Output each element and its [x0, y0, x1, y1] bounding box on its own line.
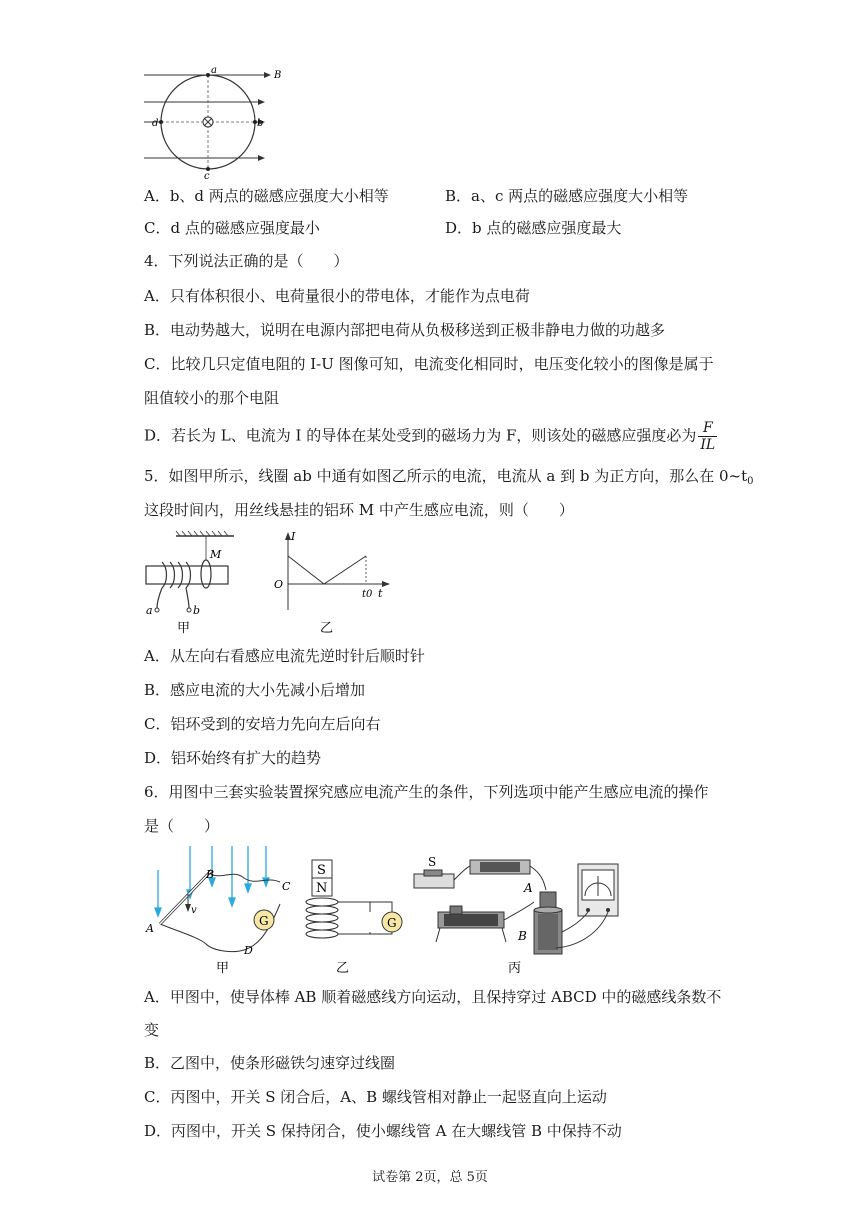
- q6-option-a[interactable]: A．甲图中，使导体棒 AB 顺着磁感线方向运动，且保持穿过 ABCD 中的磁感线条数不: [144, 988, 722, 1006]
- label-G-yi: G: [387, 916, 397, 930]
- label-D: D: [244, 944, 253, 957]
- label-yi: 乙: [320, 621, 334, 636]
- label-A-coil: A: [524, 881, 533, 895]
- label-t0: t0: [362, 589, 373, 600]
- q5-stem-line1: 5．如图甲所示，线圈 ab 中通有如图乙所示的电流，电流从 a 到 b 为正方向，那么在 $0\sim t_0$: [144, 467, 754, 487]
- q6-option-a-cont: 变: [144, 1021, 160, 1039]
- q4-option-d[interactable]: [144, 420, 717, 453]
- q6-figure-bing: [410, 852, 630, 978]
- label-v: v: [191, 905, 197, 916]
- page-footer: 试卷第 2页，总 5页: [372, 1170, 488, 1185]
- label-O: O: [274, 578, 284, 591]
- label-d: d: [152, 118, 159, 129]
- label-A: A: [146, 922, 154, 935]
- q3-option-b[interactable]: B．a、c 两点的磁感应强度大小相等: [445, 187, 689, 205]
- q5-option-d[interactable]: D．铝环始终有扩大的趋势: [144, 749, 322, 767]
- label-I: I: [291, 530, 296, 543]
- label-jia: 甲: [177, 621, 191, 636]
- label-a: a: [146, 604, 153, 617]
- q4-fraction: $\frac{F}{IL}$: [700, 420, 716, 453]
- q6-figure-jia: [140, 842, 300, 977]
- q4-stem: 4．下列说法正确的是（ ）: [144, 252, 349, 270]
- label-G-jia: G: [259, 914, 269, 928]
- label-jia: 甲: [216, 961, 230, 976]
- label-C: C: [282, 880, 291, 893]
- label-M: M: [210, 548, 222, 561]
- label-N: N: [316, 881, 328, 896]
- q4-option-b[interactable]: B．电动势越大，说明在电源内部把电荷从负极移送到正极非静电力做的功越多: [144, 321, 666, 339]
- label-B-coil: B: [518, 929, 527, 943]
- label-S: S: [317, 863, 326, 878]
- label-bing: 丙: [508, 961, 522, 976]
- q6-option-c[interactable]: C．丙图中，开关 S 闭合后，A、B 螺线管相对静止一起竖直向上运动: [144, 1088, 607, 1106]
- q6-stem-line2: 是（ ）: [144, 817, 220, 835]
- label-a: a: [211, 65, 217, 76]
- label-yi: 乙: [336, 961, 350, 976]
- q3-option-d[interactable]: D．b 点的磁感应强度最大: [445, 219, 622, 237]
- q4-option-c-cont: 阻值较小的那个电阻: [144, 389, 280, 407]
- q5-figure-yi: [268, 528, 398, 638]
- q5-stem-line2: 这段时间内，用丝线悬挂的铝环 M 中产生感应电流，则（ ）: [144, 501, 574, 519]
- q5-figure-jia: [140, 528, 240, 638]
- q3-figure: [140, 62, 290, 180]
- label-b: b: [193, 604, 201, 617]
- q3-option-c[interactable]: C．d 点的磁感应强度最小: [144, 219, 320, 237]
- label-b: b: [257, 118, 264, 129]
- q5-option-c[interactable]: C．铝环受到的安培力先向左后向右: [144, 715, 381, 733]
- label-S-switch: S: [428, 855, 437, 869]
- q4-option-a[interactable]: A．只有体积很小、电荷量很小的带电体，才能作为点电荷: [144, 287, 530, 305]
- q4-option-c[interactable]: C．比较几只定值电阻的 I-U 图像可知，电流变化相同时，电压变化较小的图像是属于: [144, 355, 714, 373]
- q5-option-b[interactable]: B．感应电流的大小先减小后增加: [144, 681, 366, 699]
- label-t: t: [378, 587, 383, 600]
- q5-option-a[interactable]: A．从左向右看感应电流先逆时针后顺时针: [144, 647, 425, 665]
- q6-figure-yi: [300, 856, 410, 976]
- label-B: B: [274, 70, 282, 81]
- label-c: c: [204, 171, 210, 180]
- q6-stem-line1: 6．用图中三套实验装置探究感应电流产生的条件，下列选项中能产生感应电流的操作: [144, 783, 709, 801]
- q6-option-d[interactable]: D．丙图中，开关 S 保持闭合，使小螺线管 A 在大螺线管 B 中保持不动: [144, 1122, 622, 1140]
- q6-option-b[interactable]: B．乙图中，使条形磁铁匀速穿过线圈: [144, 1054, 396, 1072]
- q4-option-d-text: D．若长为 L、电流为 I 的导体在某处受到的磁场力为 F，则该处的磁感应强度必为: [144, 426, 697, 445]
- q3-option-a[interactable]: A．b、d 两点的磁感应强度大小相等: [144, 187, 389, 205]
- label-B: B: [206, 868, 215, 881]
